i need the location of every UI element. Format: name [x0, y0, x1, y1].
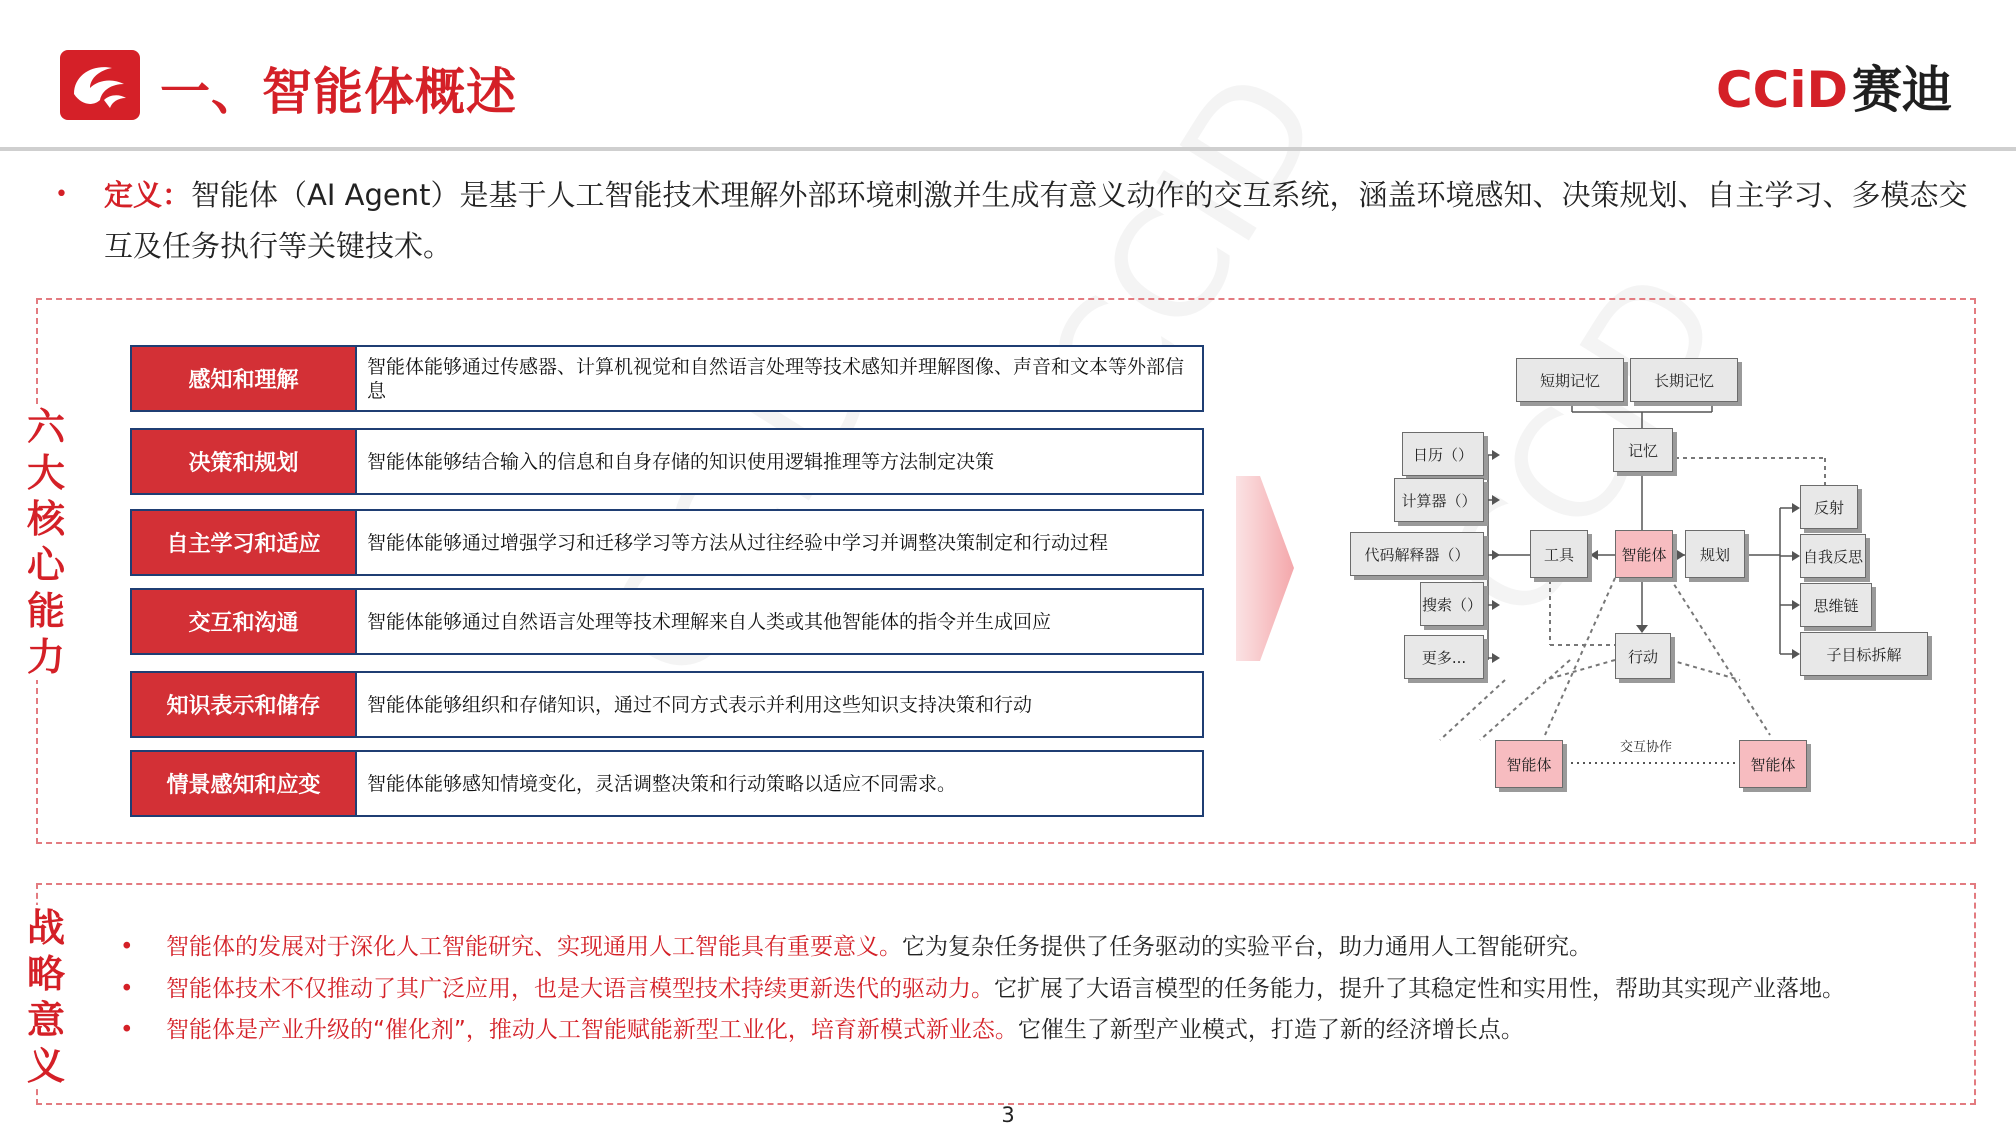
self-critique-node: 自我反思 [1800, 534, 1866, 578]
capability-row [130, 588, 1204, 655]
strategy-section-label: 战 略 意 义 [22, 905, 70, 1089]
agent-left-node: 智能体 [1495, 740, 1563, 788]
strategy-text: 它扩展了大语言模型的任务能力，提升了其稳定性和实用性，帮助其实现产业落地。 [994, 976, 1845, 1002]
interaction-label: 交互协作 [1620, 740, 1673, 755]
agent-architecture-diagram [1340, 340, 1960, 810]
capability-desc: 智能体能够通过传感器、计算机视觉和自然语言处理等技术感知并理解图像、声音和文本等外部信息 [367, 355, 1185, 402]
definition-label: 定义： [104, 178, 192, 212]
capability-desc: 智能体能够组织和存储知识，通过不同方式表示并利用这些知识支持决策和行动 [367, 693, 1033, 716]
capability-desc: 智能体能够感知情境变化，灵活调整决策和行动策略以适应不同需求。 [367, 772, 957, 795]
page-number: 3 [1001, 1103, 1015, 1127]
capabilities-section-label: 六 大 核 心 能 力 [22, 404, 70, 680]
subgoal-decomposition-node: 子目标拆解 [1800, 632, 1928, 676]
capability-name: 知识表示和储存 [132, 673, 357, 736]
capability-row [130, 671, 1204, 738]
capability-row [130, 345, 1204, 412]
strategy-text: 它为复杂任务提供了任务驱动的实验平台，助力通用人工智能研究。 [902, 934, 1592, 960]
strategy-emphasis: 智能体是产业升级的“催化剂”，推动人工智能赋能新型工业化，培育新模式新业态。 [166, 1017, 1018, 1043]
short-term-memory-node: 短期记忆 [1516, 358, 1624, 402]
long-term-memory-node: 长期记忆 [1630, 358, 1738, 402]
capability-desc: 智能体能够通过自然语言处理等技术理解来自人类或其他智能体的指令并生成回应 [367, 610, 1052, 633]
strategy-item [120, 932, 1592, 962]
capability-desc: 智能体能够结合输入的信息和自身存储的知识使用逻辑推理等方法制定决策 [367, 450, 995, 473]
search-tool-node: 搜索（） [1420, 582, 1484, 626]
bullet-icon: • [120, 1017, 134, 1043]
capability-name: 自主学习和适应 [132, 511, 357, 574]
right-arrow-icon [1236, 476, 1296, 665]
code-interpreter-tool-node: 代码解释器（） [1350, 532, 1484, 576]
planning-node: 规划 [1685, 530, 1745, 578]
strategy-item [120, 1015, 1524, 1045]
tools-node: 工具 [1530, 530, 1588, 578]
bullet-icon: • [120, 934, 134, 960]
strategy-emphasis: 智能体的发展对于深化人工智能研究、实现通用人工智能具有重要意义。 [166, 934, 902, 960]
strategy-item [120, 974, 1845, 1004]
capability-name: 决策和规划 [132, 430, 357, 493]
capability-name: 感知和理解 [132, 347, 357, 410]
brand-en: CCiD [1715, 61, 1848, 119]
reflection-node: 反射 [1800, 485, 1858, 529]
strategy-text: 它催生了新型产业模式，打造了新的经济增长点。 [1017, 1017, 1524, 1043]
memory-node: 记忆 [1613, 428, 1673, 472]
bullet-icon: • [55, 182, 68, 207]
header-divider [0, 147, 2016, 151]
definition-text: 智能体（AI Agent）是基于人工智能技术理解外部环境刺激并生成有意义动作的交互系统，涵盖环境感知、决策规划、自主学习、多模态交互及任务执行等关键技术。 [104, 178, 1968, 263]
capability-name: 情景感知和应变 [132, 752, 357, 815]
brand-cn: 赛迪 [1852, 61, 1952, 119]
capability-name: 交互和沟通 [132, 590, 357, 653]
agent-core-node: 智能体 [1615, 530, 1673, 578]
action-node: 行动 [1615, 633, 1671, 679]
capability-row [130, 509, 1204, 576]
agent-right-node: 智能体 [1739, 740, 1807, 788]
more-tools-node: 更多... [1404, 635, 1484, 679]
brand-logo [1716, 50, 1952, 122]
capability-row [130, 750, 1204, 817]
chain-of-thought-node: 思维链 [1800, 583, 1872, 627]
strategy-emphasis: 智能体技术不仅推动了其广泛应用，也是大语言模型技术持续更新迭代的驱动力。 [166, 976, 994, 1002]
page-title: 一、智能体概述 [160, 63, 517, 121]
capability-desc: 智能体能够通过增强学习和迁移学习等方法从过往经验中学习并调整决策制定和行动过程 [367, 531, 1109, 554]
definition-paragraph [104, 170, 1984, 272]
calendar-tool-node: 日历（） [1402, 432, 1484, 476]
calculator-tool-node: 计算器（） [1394, 478, 1484, 522]
capability-row [130, 428, 1204, 495]
bullet-icon: • [120, 976, 134, 1002]
logo-icon [60, 50, 140, 120]
